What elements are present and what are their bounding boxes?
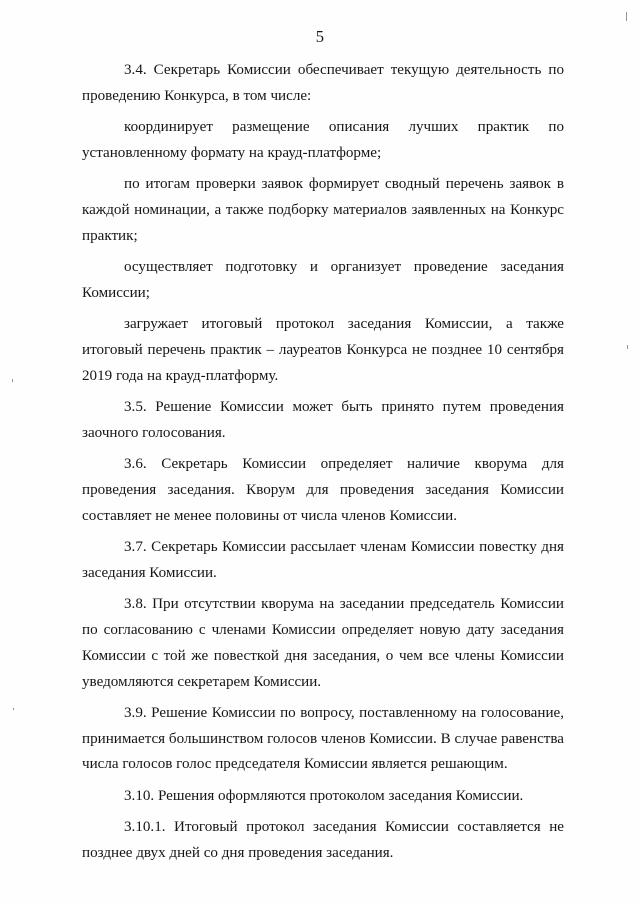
paragraph-3-10: 3.10. Решения оформляются протоколом заседания Комиссии. <box>124 787 524 804</box>
paragraph-coordinates-placement: координирует размещение описания лучших практик по установленному формату на крауд-платформе; <box>82 119 564 161</box>
scan-artifact-mark <box>12 379 13 382</box>
scan-artifact-mark <box>627 345 628 349</box>
scan-artifact-mark <box>626 12 627 21</box>
paragraph-uploads-protocol: загружает итоговый протокол заседания Комиссии, а также итоговый перечень практик – лауреатов Конкурса не позднее 10 сентября 2019 года на крауд-платформу. <box>82 316 564 384</box>
paragraph-3-6: 3.6. Секретарь Комиссии определяет наличие кворума для проведения заседания. Кворум для проведения заседания Комиссии составляет не менее половины от числа членов Комиссии. <box>82 456 564 524</box>
document-body <box>82 58 564 867</box>
paragraph-3-7: 3.7. Секретарь Комиссии рассылает членам Комиссии повестку дня заседания Комиссии. <box>82 539 564 581</box>
paragraph-3-4: 3.4. Секретарь Комиссии обеспечивает текущую деятельность по проведению Конкурса, в том числе: <box>82 62 564 104</box>
paragraph-prepares-meeting: осуществляет подготовку и организует проведение заседания Комиссии; <box>82 259 564 301</box>
paragraph-forms-list: по итогам проверки заявок формирует сводный перечень заявок в каждой номинации, а также подборку материалов заявленных на Конкурс практик; <box>82 176 564 244</box>
paragraph-3-9: 3.9. Решение Комиссии по вопросу, поставленному на голосование, принимается большинством голосов членов Комиссии. В случае равенства числа голосов голос председателя Комиссии является решающим. <box>82 704 564 773</box>
paragraph-3-8: 3.8. При отсутствии кворума на заседании председатель Комиссии по согласованию с членами Комиссии определяет новую дату заседания Комиссии с той же повесткой дня заседания, о чем все члены Комиссии уведомляются секретарем Комиссии. <box>82 596 564 690</box>
paragraph-3-5: 3.5. Решение Комиссии может быть принято путем проведения заочного голосования. <box>82 399 564 441</box>
scan-artifact-mark <box>13 708 14 710</box>
page-number: 5 <box>315 27 325 46</box>
paragraph-3-10-1: 3.10.1. Итоговый протокол заседания Комиссии составляется не позднее двух дней со дня проведения заседания. <box>82 819 564 861</box>
